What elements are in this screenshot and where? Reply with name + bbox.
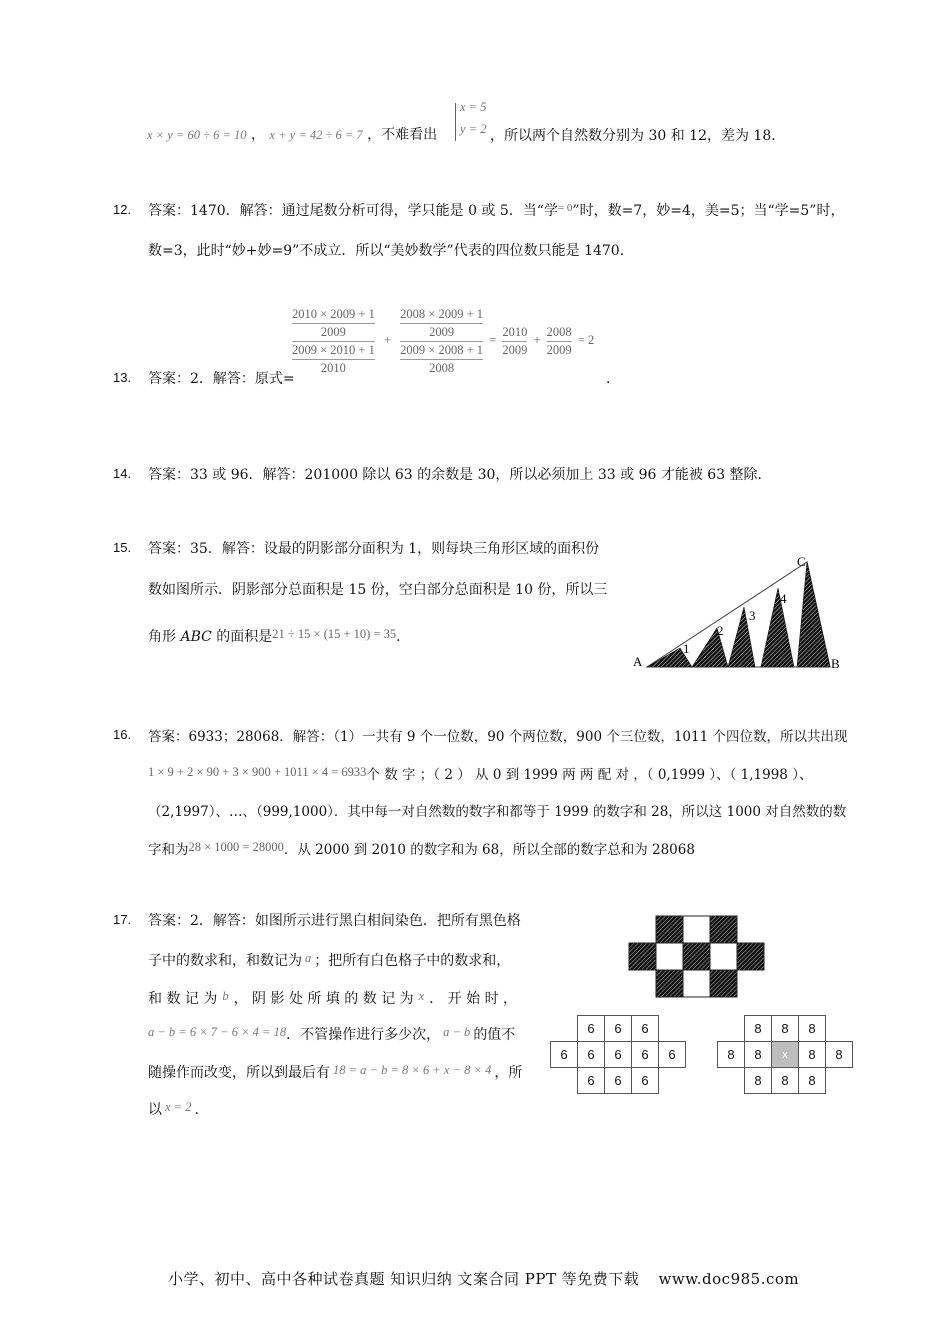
grid-cell-unknown-x: x [772, 1042, 799, 1068]
q12-line2: 数=3，此时“妙+妙=9”不成立．所以“美妙数学”代表的四位数只能是 1470． [148, 243, 634, 259]
shaded-triangle-4 [761, 588, 794, 667]
area-label-4: 4 [780, 591, 787, 606]
q17-math3: 18 = a − b = 8 × 6 + x − 8 × 4 [333, 1063, 492, 1077]
checker-cell-r3c3 [710, 970, 737, 997]
grid-cell: 8 [799, 1042, 826, 1068]
q11-conclusion: ，所以两个自然数分别为 30 和 12，差为 18． [490, 128, 786, 144]
checker-cell-r2c0 [629, 943, 656, 970]
system-y: y = 2 [460, 122, 487, 136]
grid-cell: 6 [659, 1042, 686, 1068]
grid-cell: 6 [551, 1042, 578, 1068]
checker-cell-r1c1 [656, 916, 683, 943]
grid-cell: 8 [799, 1068, 826, 1094]
fraction-2010-2009: $\frac{2010}{2009}$ [502, 325, 528, 357]
q17-line3: 和 数 记 为 b ， 阴 影 处 所 填 的 数 记 为 x ． 开 始 时 ， [148, 989, 518, 1007]
checker-cell-r3c1 [656, 970, 683, 997]
checker-cell-r2c2 [683, 943, 710, 970]
label-c: C [797, 554, 806, 569]
q13-number: 13. [113, 370, 132, 385]
grid-cell: 8 [772, 1068, 799, 1094]
label-a: A [633, 654, 643, 669]
q17-line6: 以 x = 2 ． [148, 1100, 209, 1118]
q14-text: 答案：33 或 96．解答：201000 除以 63 的余数是 30，所以必须加上 33 或 96 才能被 63 整除． [148, 467, 772, 483]
equation-xy-product: x × y = 60 ÷ 6 = 10 [147, 128, 247, 142]
grid-initial [550, 1015, 686, 1094]
footer-text: 小学、初中、高中各种试卷真题 知识归纳 文案合同 PPT 等免费下载 [168, 1270, 640, 1288]
grid-cell: 6 [578, 1016, 605, 1042]
q15-line3: 角形 ABC 的面积是21 ÷ 15 × (15 + 10) = 35． [148, 627, 411, 645]
big-fraction-2: 2008 × 2009 + 1 2009 2009 × 2008 + 1 2008 [400, 307, 484, 375]
q16-line2: 1 × 9 + 2 × 90 + 3 × 900 + 1011 × 4 = 6933个 数 字 ；（ 2 ） 从 0 到 1999 两 两 配 对 ，（ 0,1999 ）、（ 1,1998 ）、 [148, 765, 813, 783]
grid-cell: 6 [632, 1068, 659, 1094]
area-label-2: 2 [717, 623, 724, 638]
q16-number: 16. [113, 727, 132, 742]
grid-final [717, 1015, 853, 1094]
q13-text: 答案：2．解答：原式= [148, 371, 295, 387]
q17-line2: 子中的数求和，和数记为 a ；把所有白色格子中的数求和， [148, 951, 511, 969]
q16-math1: 1 × 9 + 2 × 90 + 3 × 900 + 1011 × 4 = 6933 [148, 765, 367, 779]
grid-cell: 8 [745, 1042, 772, 1068]
q17-math4: x = 2 [165, 1100, 192, 1114]
q13-expression: 2010 × 2009 + 1 2009 2009 × 2010 + 1 2010 + 2008 × 2009 + 1 2009 2009 × 2008 + 1 2008 = $\frac{2010}{2009}$ + $\frac{2008}{2009}$ = 2 [292, 307, 595, 375]
area-label-3: 3 [749, 608, 756, 623]
grid-cell: 6 [605, 1016, 632, 1042]
checkerboard-figure [628, 915, 770, 1000]
big-fraction-1: 2010 × 2009 + 1 2009 2009 × 2010 + 1 2010 [292, 307, 375, 375]
grid-cell: 8 [718, 1042, 745, 1068]
q16-line1: 答案：6933；28068．解答：（1）一共有 9 个一位数，90 个两位数，900 个三位数，1011 个四位数，所以共出现 [148, 729, 848, 745]
footer-url[interactable]: www.doc985.com [658, 1270, 800, 1288]
q12-math-zero: = 0 [557, 202, 573, 214]
q17-number: 17. [113, 912, 132, 927]
q11-continuation: x × y = 60 ÷ 6 = 10 ， x + y = 42 ÷ 6 = 7 ，不难看出 [147, 127, 438, 143]
checker-cell-r1c3 [710, 916, 737, 943]
triangle-figure [625, 550, 850, 675]
grid-cell: 8 [826, 1042, 853, 1068]
page-footer [168, 1268, 799, 1289]
grid-cell: 6 [605, 1042, 632, 1068]
system-x: x = 5 [460, 100, 487, 114]
equation-xy-sum: x + y = 42 ÷ 6 = 7 [269, 128, 363, 142]
q12-number: 12. [113, 202, 132, 217]
checker-cell-r2c3 [710, 943, 737, 970]
checker-cell-r2c1 [656, 943, 683, 970]
q17-line1: 答案：2．解答：如图所示进行黑白相间染色．把所有黑色格 [148, 913, 521, 929]
label-b: B [831, 656, 840, 671]
system-brace [455, 103, 456, 141]
q17-line4: a − b = 6 × 7 − 6 × 4 = 18．不管操作进行多少次， a − b 的值不 [148, 1025, 516, 1043]
grid-cell: 8 [772, 1016, 799, 1042]
q12-line1: 答案：1470．解答：通过尾数分析可得，学只能是 0 或 5．当“学$^{= 0}$”时，数=7，妙=4，美=5；当“学=5”时， [148, 202, 845, 219]
q17-line5: 随操作而改变，所以到最后有 18 = a − b = 8 × 6 + x − 8 × 4 ，所 [148, 1063, 523, 1081]
q16-line4: 字和为28 × 1000 = 28000．从 2000 到 2010 的数字和为 68，所以全部的数字总和为 28068 [148, 840, 695, 858]
shaded-triangle-5 [797, 562, 830, 667]
q15-math: 21 ÷ 15 × (15 + 10) = 35 [272, 627, 397, 641]
grid-cell: 6 [578, 1042, 605, 1068]
grid-cell: 8 [745, 1016, 772, 1042]
grid-cell: 6 [578, 1068, 605, 1094]
grid-cell: 6 [632, 1042, 659, 1068]
fraction-2008-2009: $\frac{2008}{2009}$ [546, 325, 572, 357]
grid-cell: 6 [605, 1068, 632, 1094]
q15-line1: 答案：35．解答：设最的阴影部分面积为 1，则每块三角形区域的面积份 [148, 541, 600, 557]
q13-end: ． [606, 371, 620, 387]
area-label-1: 1 [683, 641, 690, 656]
grid-cell: 8 [745, 1068, 772, 1094]
grid-cell: 8 [799, 1016, 826, 1042]
checker-cell-r1c2 [683, 916, 710, 943]
q15-number: 15. [113, 540, 132, 555]
q17-math1: a − b = 6 × 7 − 6 × 4 = 18 [148, 1025, 287, 1039]
q14-number: 14. [113, 466, 132, 481]
q16-line3: （2,1997）、…、（999,1000）．其中每一对自然数的数字和都等于 1999 的数字和 28，所以这 1000 对自然数的数 [148, 804, 847, 820]
q16-math2: 28 × 1000 = 28000 [188, 840, 284, 854]
checker-cell-r2c4 [737, 943, 764, 970]
q15-line2: 数如图所示．阴影部分总面积是 15 份，空白部分总面积是 10 份，所以三 [148, 582, 608, 598]
grid-cell: 6 [632, 1016, 659, 1042]
checker-cell-r3c2 [683, 970, 710, 997]
